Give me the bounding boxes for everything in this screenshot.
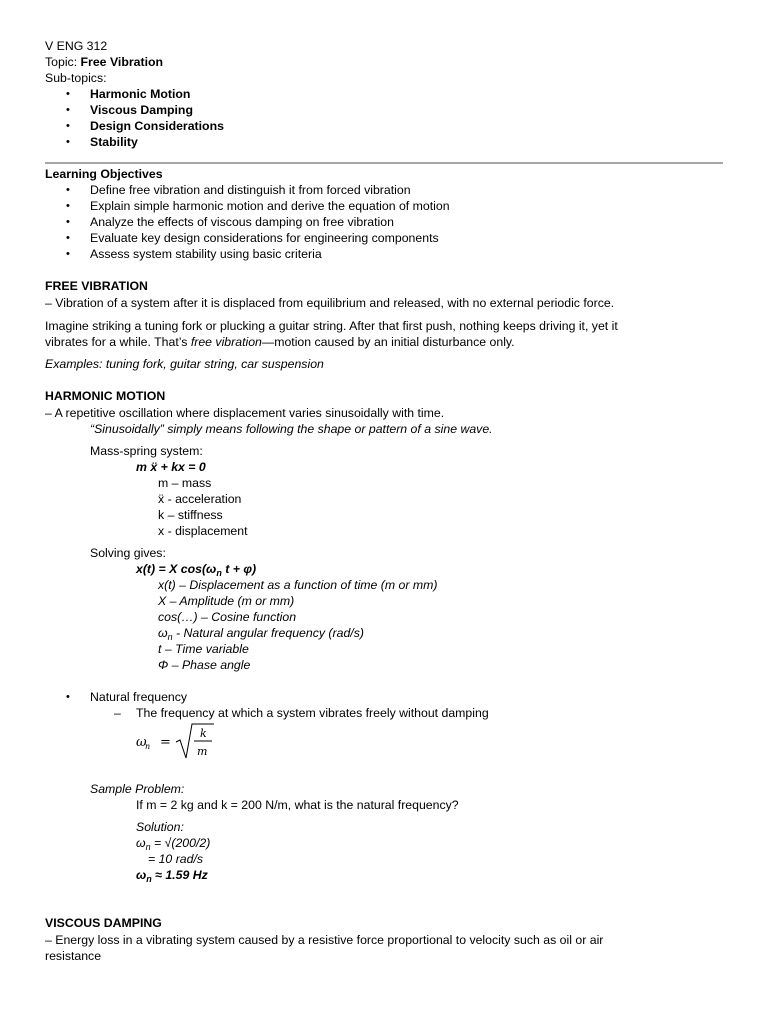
bullet-icon: • [66,184,70,196]
viscous-damping-definition: – Energy loss in a vibrating system caused by a resistive force proportional to velocity such as oil or air [45,933,604,947]
objectives-heading: Learning Objectives [45,167,163,181]
objective-item: Explain simple harmonic motion and derive the equation of motion [90,199,450,213]
viscous-damping-definition: resistance [45,949,102,963]
subscript: n [145,842,151,852]
subtopic-item: Viscous Damping [90,103,193,117]
objective-item: Evaluate key design considerations for engineering components [90,231,439,245]
equation-term: k – stiffness [158,508,223,522]
text-run: —motion caused by an initial disturbance only. [261,335,515,349]
formula-lhs: ω [136,735,147,750]
equation-of-motion: m ẍ + kx = 0 [136,460,206,474]
solution-term: Φ – Phase angle [158,658,251,672]
bullet-icon: • [66,216,70,228]
solution-label: Solution: [136,820,184,834]
subtopic-item: Design Considerations [90,119,224,133]
solving-label: Solving gives: [90,546,166,560]
subscript: n [146,874,152,884]
solution-term: x(t) – Displacement as a function of time (m or mm) [158,578,438,592]
sample-problem-label: Sample Problem: [90,782,185,796]
solution-term: t – Time variable [158,642,249,656]
objective-item: Analyze the effects of viscous damping on free vibration [90,215,394,229]
sample-problem-question: If m = 2 kg and k = 200 N/m, what is the natural frequency? [136,798,459,812]
free-vibration-definition: – Vibration of a system after it is displaced from equilibrium and released, with no external periodic force. [45,296,615,310]
natural-frequency-label: Natural frequency [90,690,188,704]
subtopic-item: Harmonic Motion [90,87,191,101]
text-run: ω [136,836,146,850]
mass-spring-label: Mass-spring system: [90,444,203,458]
solution-step: = 10 rad/s [148,852,204,866]
subscript: n [216,568,222,578]
formula-lhs-subscript: n [145,742,151,751]
text-run: x(t) = X cos(ω [136,562,217,576]
bullet-icon: • [66,200,70,212]
equation-term: x - displacement [158,524,248,538]
dash-bullet: – [114,706,121,720]
topic-line [45,54,728,70]
free-vibration-paragraph-line: Imagine striking a tuning fork or plucking a guitar string. After that first push, nothing keeps driving it, yet it [45,319,618,333]
bullet-icon: • [66,232,70,244]
examples-line: Examples: tuning fork, guitar string, car suspension [45,357,324,371]
bullet-icon: • [66,120,70,132]
formula-numerator: k [200,727,207,740]
text-run: ≈ 1.59 Hz [151,868,208,882]
formula-equals: = [160,735,171,750]
formula-denominator: m [197,745,208,758]
bullet-icon: • [66,88,70,100]
text-run: = √(200/2) [150,836,211,850]
text-run: t + φ) [221,562,257,576]
bullet-icon: • [66,248,70,260]
objective-item: Assess system stability using basic criteria [90,247,322,261]
free-vibration-paragraph-line [45,334,728,350]
bullet-icon: • [66,691,70,703]
solution-answer [136,867,728,887]
subtopics-label: Sub-topics: [45,71,107,85]
subscript: n [167,632,173,642]
text-run: - Natural angular frequency (rad/s) [172,626,364,640]
subtopic-item: Stability [90,135,138,149]
emphasis-text: free vibration [190,335,262,349]
solution-term: X – Amplitude (m or mm) [158,594,295,608]
text-run: ω [158,626,168,640]
harmonic-motion-heading: HARMONIC MOTION [45,389,166,403]
topic-prefix: Topic: [45,55,81,69]
equation-term: m – mass [158,476,212,490]
free-vibration-heading: FREE VIBRATION [45,279,148,293]
equation-term: ẍ - acceleration [158,492,242,506]
topic-title: Free Vibration [80,55,164,69]
formula-graphic [136,722,226,762]
harmonic-definition: – A repetitive oscillation where displacement varies sinusoidally with time. [45,406,445,420]
viscous-damping-heading: VISCOUS DAMPING [45,916,162,930]
sinusoidal-note: “Sinusoidally” simply means following the shape or pattern of a sine wave. [90,422,493,436]
bullet-icon: • [66,104,70,116]
solution-term: cos(…) – Cosine function [158,610,297,624]
text-run: vibrates for a while. That’s [45,335,191,349]
bullet-icon: • [66,136,70,148]
objective-item: Define free vibration and distinguish it from forced vibration [90,183,411,197]
course-code: V ENG 312 [45,39,108,53]
text-run: ω [136,868,147,882]
section-divider [45,162,723,164]
natural-frequency-formula [136,722,226,762]
natural-frequency-description: The frequency at which a system vibrates freely without damping [136,706,489,720]
